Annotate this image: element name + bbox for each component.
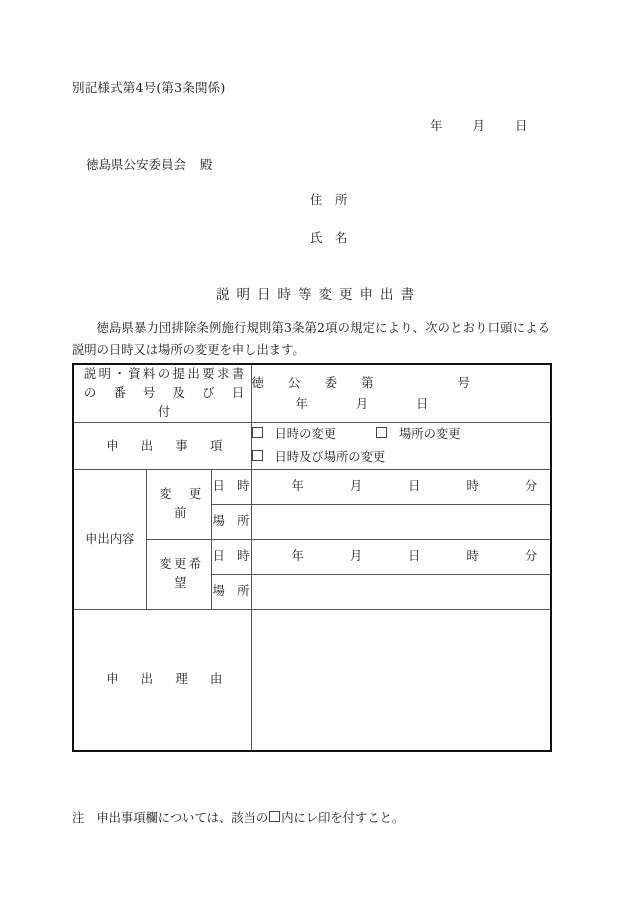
request-document-number-prefix: 徳 公 委 第	[251, 375, 380, 390]
desired-datetime-month: 月	[349, 549, 363, 564]
label-application-content: 申出内容	[73, 469, 146, 609]
label-request-document-line1: 説明・資料の提出要求書	[83, 367, 247, 381]
request-document-number-suffix: 号	[457, 375, 470, 390]
cell-request-document-value[interactable]	[251, 364, 551, 423]
label-group-before-change: 変 更 前	[146, 469, 211, 539]
applicant-fields	[310, 190, 348, 266]
checkbox-glyph-icon	[269, 811, 280, 822]
desired-datetime-minute: 分	[524, 549, 538, 564]
form-code: 別記様式第4号(第3条関係)	[72, 80, 226, 95]
desired-datetime-day: 日	[408, 549, 421, 564]
label-application-reason: 申 出 理 由	[73, 609, 251, 751]
checkbox-datetime-and-place-change[interactable]	[252, 450, 263, 461]
page-title: 説明日時等変更申出書	[216, 287, 421, 303]
header-date-year: 年	[430, 118, 443, 133]
request-document-date-day: 日	[416, 396, 429, 411]
table-row-application-items	[73, 423, 551, 470]
application-form-table	[72, 363, 552, 752]
addressee-line	[86, 155, 213, 173]
checkbox-place-change[interactable]	[376, 427, 387, 438]
label-application-items: 申 出 事 項	[73, 423, 251, 470]
header-date-line	[430, 116, 528, 134]
addressee-honorific: 殿	[200, 157, 213, 172]
applicant-address-label: 住 所	[310, 192, 348, 207]
label-desired-datetime: 日 時	[211, 539, 251, 574]
header-date-day: 日	[515, 118, 528, 133]
table-row-reason	[73, 609, 551, 751]
before-datetime-day: 日	[408, 479, 421, 494]
cell-before-datetime-value[interactable]	[251, 469, 551, 504]
cell-application-items-checkboxes	[251, 423, 551, 470]
table-row-request-document	[73, 364, 551, 423]
body-paragraph: 徳島県暴力団排除条例施行規則第3条第2項の規定により、次のとおり口頭による説明の日時又は場所の変更を申し出ます。	[72, 321, 550, 357]
desired-datetime-units	[252, 546, 551, 567]
before-datetime-hour: 時	[466, 479, 479, 494]
before-datetime-minute: 分	[524, 479, 538, 494]
label-request-document-line2: の 番 号 及 び 日 付	[83, 386, 262, 420]
footer-note-text-before: 申出事項欄については、該当の	[96, 811, 269, 825]
checkbox-label-datetime-and-place-change: 日時及び場所の変更	[274, 450, 386, 465]
applicant-name-label: 氏 名	[310, 230, 348, 245]
before-datetime-units	[252, 476, 551, 497]
cell-application-reason-value[interactable]	[251, 609, 551, 751]
request-document-date-year: 年	[295, 396, 308, 411]
label-before-datetime: 日 時	[211, 469, 251, 504]
addressee-name: 徳島県公安委員会	[86, 157, 187, 172]
desired-datetime-year: 年	[291, 549, 304, 564]
desired-datetime-hour: 時	[466, 549, 479, 564]
footer-note	[72, 808, 404, 826]
cell-desired-place-value[interactable]	[251, 574, 551, 609]
applicant-name-field	[310, 228, 348, 246]
table-row-before-datetime	[73, 469, 551, 504]
label-desired-place: 場 所	[211, 574, 251, 609]
header-date-month: 月	[472, 118, 486, 133]
before-datetime-year: 年	[291, 479, 304, 494]
request-document-number-line	[252, 373, 551, 394]
cell-desired-datetime-value[interactable]	[251, 539, 551, 574]
checkbox-datetime-change[interactable]	[252, 427, 263, 438]
checkbox-label-datetime-change: 日時の変更	[274, 427, 336, 442]
label-before-place: 場 所	[211, 504, 251, 539]
request-document-date-month: 月	[355, 396, 369, 411]
checkbox-row-first	[252, 423, 551, 446]
footer-note-text-after: 内にレ印を付すこと。	[281, 811, 405, 825]
checkbox-row-second	[252, 446, 551, 469]
applicant-address-field	[310, 190, 348, 208]
label-request-document-number	[73, 364, 262, 423]
checkbox-label-place-change: 場所の変更	[399, 427, 461, 442]
before-datetime-month: 月	[349, 479, 363, 494]
cell-before-place-value[interactable]	[251, 504, 551, 539]
footer-note-marker: 注	[72, 811, 85, 825]
request-document-date-line	[252, 394, 551, 415]
label-group-desired-change: 変更希望	[146, 539, 211, 609]
